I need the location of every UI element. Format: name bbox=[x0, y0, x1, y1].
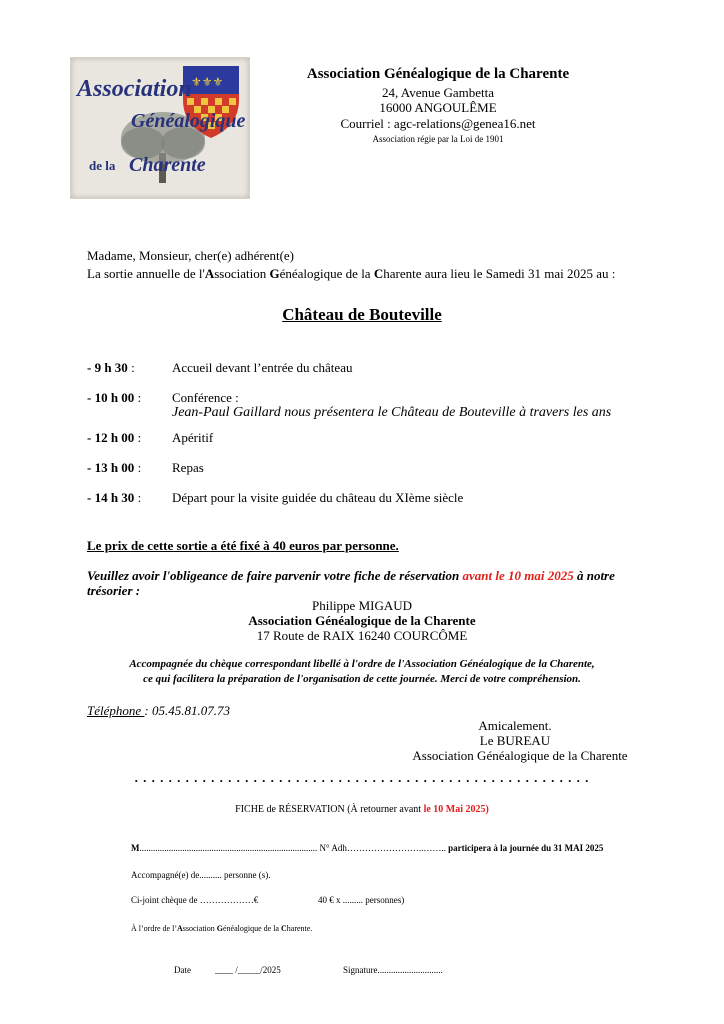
cut-line-separator: . . . . . . . . . . . . . . . . . . . . . . . . . . . . . . . . . . . . . . . . . . . . . . . . . . . . . . bbox=[134, 770, 590, 785]
logo-text-association: Association bbox=[77, 76, 192, 102]
reservation-instructions: Veuillez avoir l'obligeance de faire parvenir votre fiche de réservation avant le 10 mai 2025 à notre bbox=[87, 568, 615, 583]
treasurer-org: Association Généalogique de la Charente bbox=[248, 613, 476, 628]
form-companions-field[interactable]: Accompagné(e) de.......... personne (s). bbox=[131, 870, 271, 880]
signoff-greeting: Amicalement. bbox=[478, 718, 552, 733]
phone-label: Téléphone bbox=[87, 703, 145, 718]
schedule-text: Repas bbox=[172, 460, 204, 475]
phone-number: : 05.45.81.07.73 bbox=[144, 703, 230, 718]
conference-description: Jean-Paul Gaillard nous présentera le Château de Bouteville à travers les ans bbox=[172, 405, 612, 420]
form-signature-field[interactable]: Signature............................. bbox=[343, 965, 443, 975]
logo-text-charente: Charente bbox=[129, 154, 206, 176]
form-date-label: Date bbox=[174, 965, 191, 975]
cheque-note-line2: ce qui facilitera la préparation de l'organisation de cette journée. Merci de votre compréhension. bbox=[143, 673, 581, 685]
schedule-time: - 14 h 30 : bbox=[87, 490, 142, 505]
schedule-time: - 13 h 00 : bbox=[87, 460, 142, 475]
form-cheque-calculation[interactable]: 40 € x ......... personnes) bbox=[318, 895, 405, 905]
schedule-text: Apéritif bbox=[172, 430, 214, 445]
logo-text-de-la: de la bbox=[89, 158, 116, 173]
treasurer-address: 17 Route de RAIX 16240 COURCÔME bbox=[256, 628, 468, 643]
announcement: La sortie annuelle de l'Association Généalogique de la Charente aura lieu le Samedi 31 mai 2025 au : bbox=[87, 266, 616, 281]
reservation-deadline: avant le 10 mai 2025 bbox=[462, 568, 574, 583]
org-legal: Association régie par la Loi de 1901 bbox=[372, 134, 504, 144]
form-member-line[interactable]: M............................................................................... N° Adh……………………..…….. participera à la journée du 31 MAI 2025 bbox=[131, 843, 604, 853]
org-city: 16000 ANGOULÊME bbox=[379, 100, 497, 115]
signoff-org: Association Généalogique de la Charente bbox=[412, 748, 628, 763]
form-cheque-order: À l’ordre de l’Association Généalogique de la Charente. bbox=[131, 924, 313, 933]
association-logo bbox=[70, 57, 250, 199]
reservation-treasurer-label: trésorier : bbox=[87, 583, 141, 598]
venue-title: Château de Bouteville bbox=[282, 305, 442, 324]
schedule-text: Conférence : bbox=[172, 390, 239, 405]
greeting: Madame, Monsieur, cher(e) adhérent(e) bbox=[87, 248, 295, 263]
phone bbox=[87, 703, 230, 719]
cheque-note-line1: Accompagnée du chèque correspondant libellé à l'ordre de l'Association Généalogique de la Charente, bbox=[129, 658, 595, 670]
form-cheque-amount-field[interactable]: Ci-joint chèque de ………………€ bbox=[131, 895, 259, 905]
schedule-time: - 9 h 30 : bbox=[87, 360, 135, 375]
treasurer-name: Philippe MIGAUD bbox=[311, 598, 413, 613]
schedule-time: - 10 h 00 : bbox=[87, 390, 142, 405]
org-email: Courriel : agc-relations@genea16.net bbox=[340, 116, 536, 131]
schedule-time: - 12 h 00 : bbox=[87, 430, 142, 445]
schedule-text: Départ pour la visite guidée du château du XIème siècle bbox=[172, 490, 464, 505]
price-notice: Le prix de cette sortie a été fixé à 40 euros par personne. bbox=[87, 538, 399, 553]
schedule-text: Accueil devant l’entrée du château bbox=[172, 360, 353, 375]
org-street: 24, Avenue Gambetta bbox=[381, 85, 495, 100]
form-title: FICHE de RÉSERVATION (À retourner avant le 10 Mai 2025) bbox=[235, 804, 489, 815]
form-date-field[interactable]: ____ /_____/2025 bbox=[215, 965, 281, 975]
svg-text:⚜⚜⚜: ⚜⚜⚜ bbox=[191, 75, 224, 89]
signoff-bureau: Le BUREAU bbox=[479, 733, 551, 748]
org-name: Association Généalogique de la Charente bbox=[306, 66, 570, 82]
logo-text-genealogique: Généalogique bbox=[131, 110, 246, 132]
